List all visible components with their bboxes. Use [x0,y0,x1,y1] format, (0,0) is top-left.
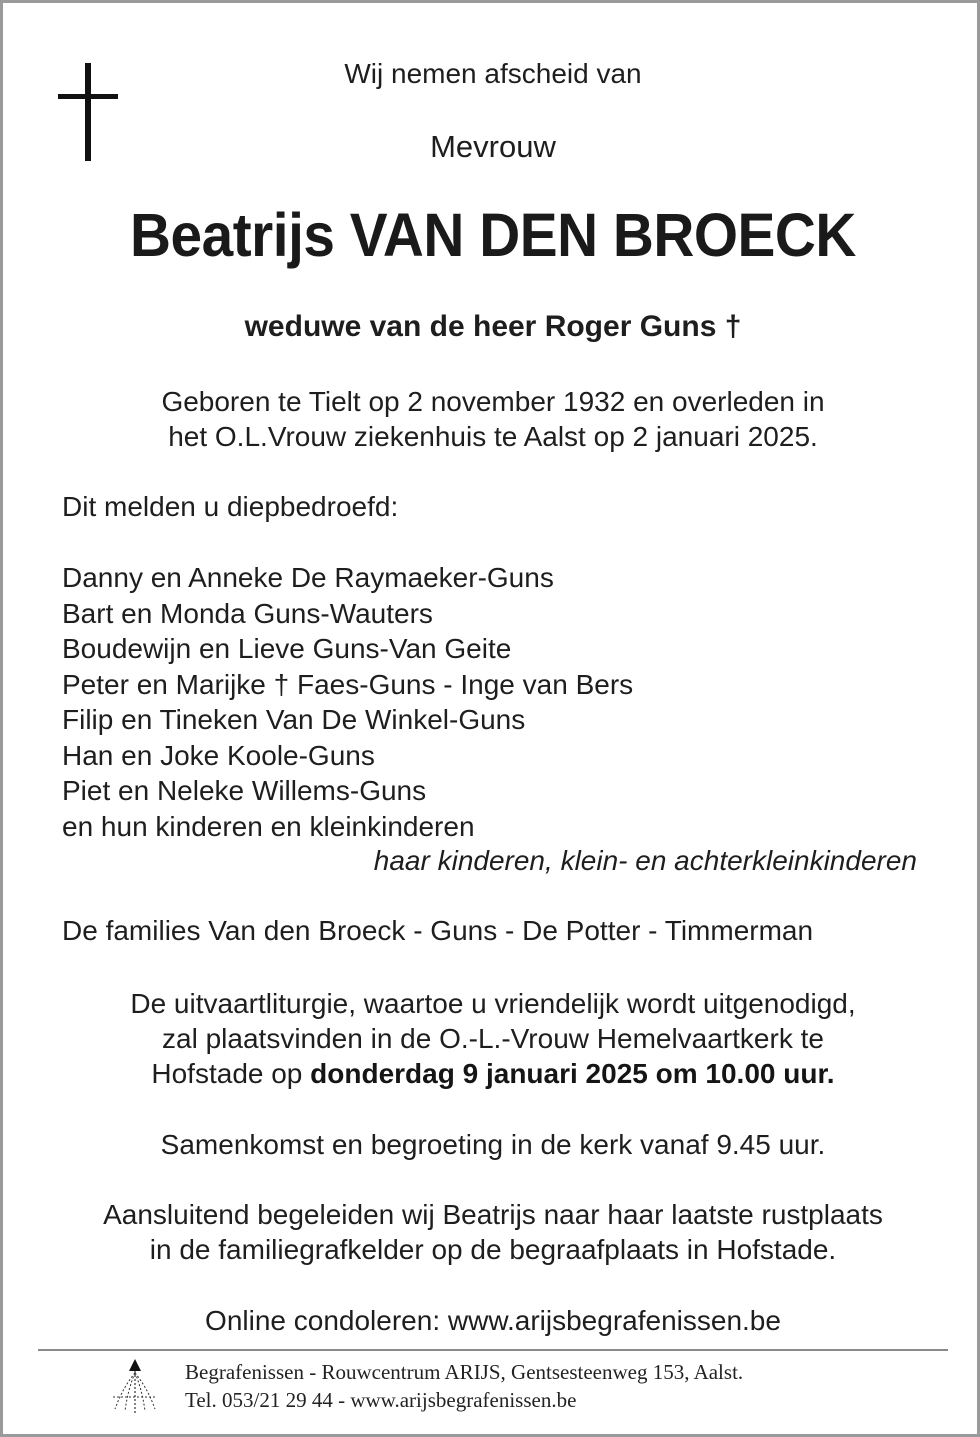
families-line: De families Van den Broeck - Guns - De Potter - Timmerman [62,915,814,946]
funeral-home-logo-icon [109,1357,161,1415]
intro-text: Wij nemen afscheid van [344,58,642,89]
funeral-date-time: donderdag 9 januari 2025 om 10.00 uur. [310,1058,835,1089]
birth-death-text [3,384,980,454]
family-member: Danny en Anneke De Raymaeker-Guns [62,562,554,593]
widow-of: weduwe van de heer Roger Guns † [244,310,742,343]
family-member: Filip en Tineken Van De Winkel-Guns [62,704,526,735]
announcement: Dit melden u diepbedroefd: [62,491,399,522]
funeral-line-3 [3,1056,980,1091]
burial-text [3,1197,980,1267]
funeral-line-3-prefix: Hofstade op [151,1058,311,1089]
birth-death-line-2: het O.L.Vrouw ziekenhuis te Aalst op 2 januari 2025. [168,421,818,452]
online-condolence: Online condoleren: www.arijsbegrafenissen.be [205,1305,781,1336]
family-member: Peter en Marijke † Faes-Guns - Inge van Bers [62,668,634,700]
grandchildren-note: haar kinderen, klein- en achterkleinkinderen [373,845,917,876]
funeral-line-1: De uitvaartliturgie, waartoe u vriendelijk wordt uitgenodigd, [130,988,856,1019]
deceased-name: Beatrijs VAN DEN BROECK [130,201,856,269]
family-member: en hun kinderen en kleinkinderen [62,810,475,842]
footer-contact [185,1358,743,1414]
family-member: Piet en Neleke Willems-Guns [62,775,427,806]
family-member: Han en Joke Koole-Guns [62,739,375,771]
footer-address: Begrafenissen - Rouwcentrum ARIJS, Gentsesteenweg 153, Aalst. [185,1360,744,1384]
birth-death-line-1: Geboren te Tielt op 2 november 1932 en overleden in [161,386,825,417]
family-member: Boudewijn en Lieve Guns-Van Geite [62,633,512,664]
footer-divider [38,1349,948,1351]
family-member: Bart en Monda Guns-Wauters [62,597,433,629]
funeral-details [3,986,980,1091]
family-list [62,560,633,844]
salutation: Mevrouw [430,129,556,164]
footer-phone-web: Tel. 053/21 29 44 - www.arijsbegrafenissen.be [185,1388,577,1412]
funeral-line-2: zal plaatsvinden in de O.-L.-Vrouw Hemelvaartkerk te [162,1023,824,1054]
burial-line-1: Aansluitend begeleiden wij Beatrijs naar haar laatste rustplaats [103,1199,883,1230]
meeting-text: Samenkomst en begroeting in de kerk vanaf 9.45 uur. [160,1129,826,1160]
burial-line-2: in de familiegrafkelder op de begraafplaats in Hofstade. [149,1234,837,1265]
